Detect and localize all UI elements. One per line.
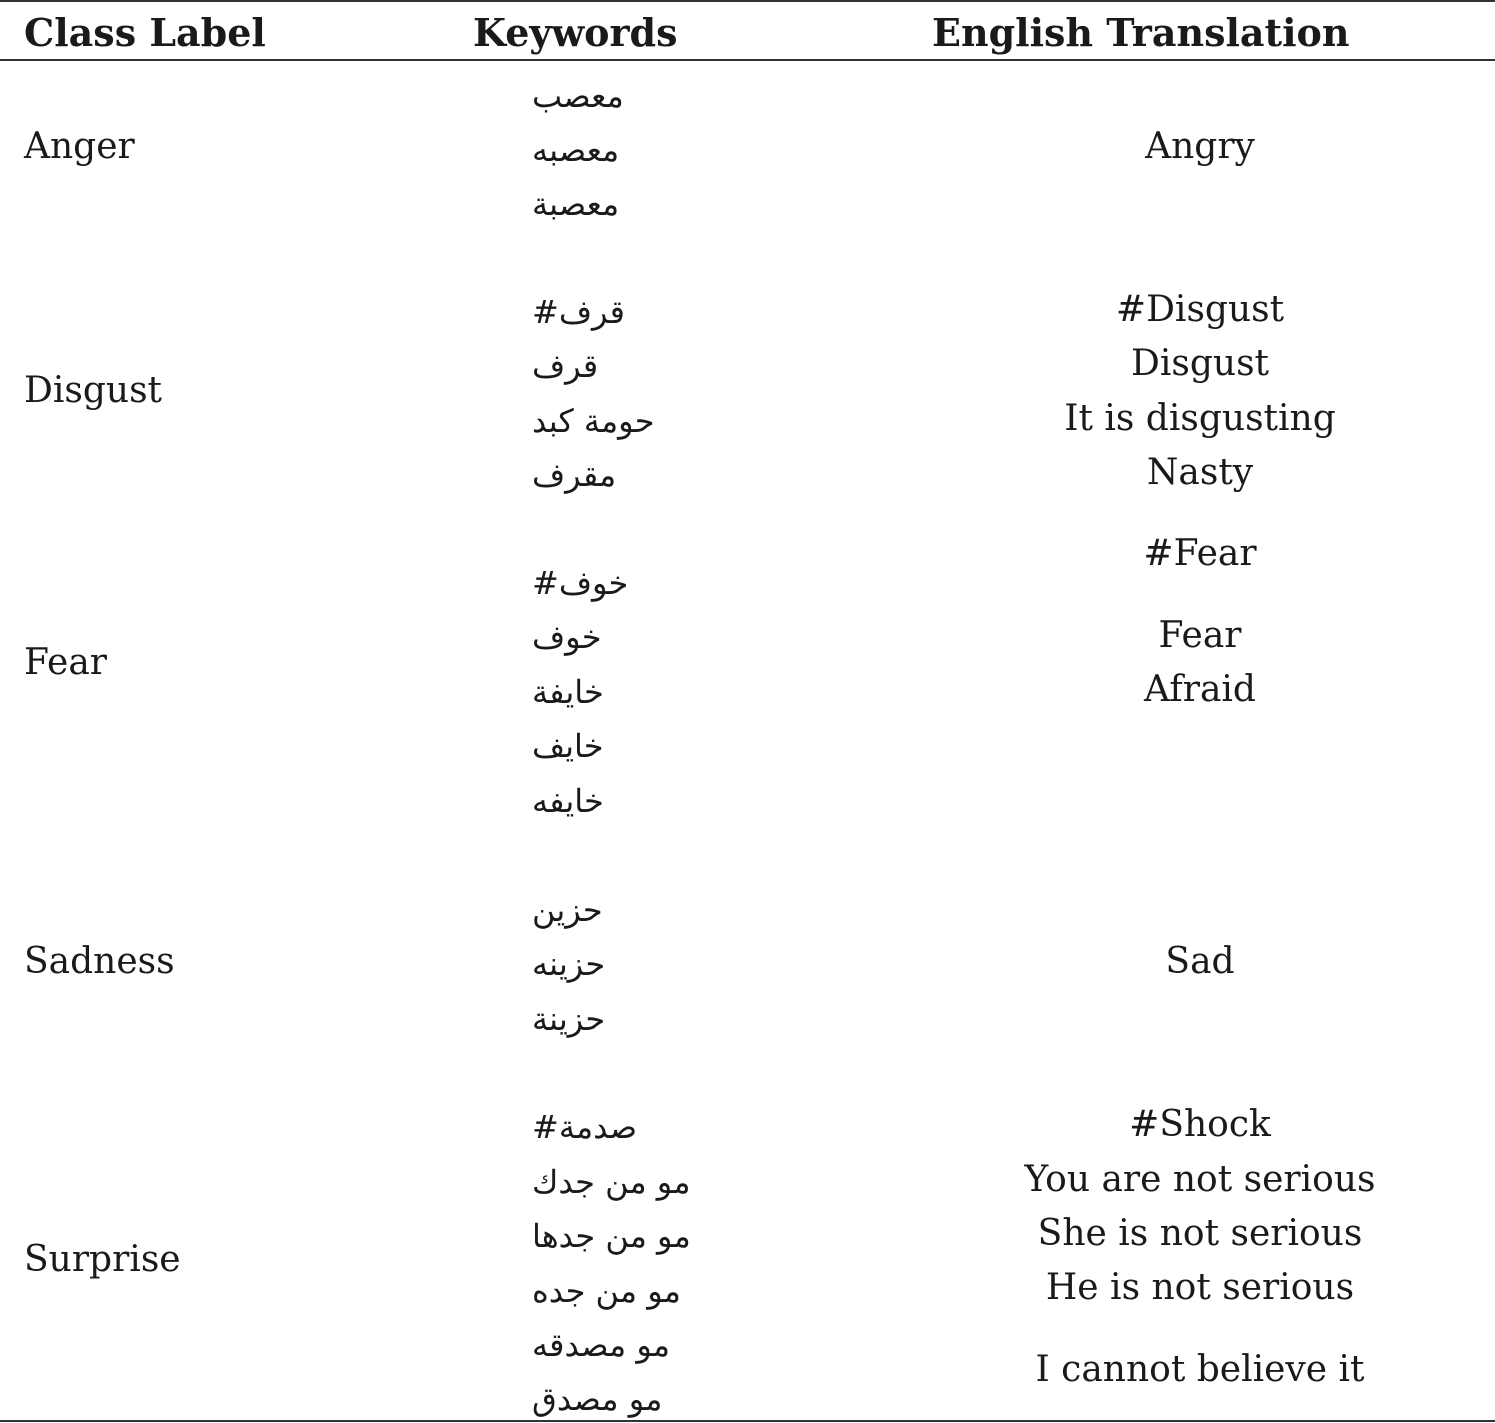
keyword-fear-4: خايف: [532, 727, 604, 765]
translation-disgust-3: It is disgusting: [1064, 398, 1336, 439]
table-top-rule: [0, 0, 1495, 2]
translation-surprise-2: You are not serious: [1024, 1159, 1376, 1200]
class-label-sadness: Sadness: [24, 941, 175, 982]
keyword-fear-5: خايفه: [532, 782, 604, 820]
table-bottom-rule: [0, 1420, 1495, 1422]
keyword-fear-1: #خوف: [532, 564, 629, 602]
keyword-disgust-3: حومة كبد: [532, 402, 655, 440]
translation-surprise-3: She is not serious: [1037, 1213, 1363, 1254]
keyword-surprise-3: مو من جدها: [532, 1217, 691, 1255]
header-class-label: Class Label: [24, 10, 266, 55]
translation-anger-1: Angry: [1145, 126, 1255, 167]
header-keywords: Keywords: [473, 10, 678, 55]
translation-fear-2: Fear: [1158, 615, 1242, 656]
keyword-sadness-2: حزينه: [532, 945, 606, 983]
keyword-disgust-2: قرف: [532, 347, 599, 385]
keyword-surprise-5: مو مصدقه: [532, 1326, 670, 1364]
keyword-anger-3: معصبة: [532, 185, 620, 223]
keyword-fear-3: خايفة: [532, 673, 604, 711]
header-bottom-rule: [0, 59, 1495, 61]
translation-fear-3: Afraid: [1144, 669, 1256, 710]
keyword-surprise-2: مو من جدك: [532, 1163, 691, 1201]
keyword-fear-2: خوف: [532, 618, 602, 656]
translation-surprise-4: He is not serious: [1045, 1267, 1355, 1308]
translation-sadness-1: Sad: [1165, 941, 1235, 982]
header-english-translation: English Translation: [932, 10, 1350, 55]
class-label-fear: Fear: [24, 642, 107, 683]
keyword-anger-1: معصب: [532, 77, 624, 115]
class-label-disgust: Disgust: [24, 370, 163, 411]
translation-disgust-1: #Disgust: [1115, 289, 1285, 330]
keyword-anger-2: معصبه: [532, 131, 620, 169]
class-label-anger: Anger: [24, 126, 135, 167]
translation-disgust-4: Nasty: [1146, 452, 1254, 493]
keyword-sadness-3: حزينة: [532, 1000, 606, 1038]
keyword-disgust-1: #قرف: [532, 293, 625, 331]
keyword-disgust-4: مقرف: [532, 456, 617, 494]
keyword-surprise-1: #صدمة: [532, 1108, 638, 1146]
translation-disgust-2: Disgust: [1130, 343, 1270, 384]
keyword-surprise-6: مو مصدق: [532, 1380, 663, 1418]
translation-surprise-5: I cannot believe it: [1035, 1349, 1365, 1390]
keyword-sadness-1: حزين: [532, 891, 603, 929]
translation-surprise-1: #Shock: [1129, 1104, 1271, 1145]
translation-fear-1: #Fear: [1143, 533, 1257, 574]
keyword-surprise-4: مو من جده: [532, 1272, 681, 1310]
class-label-surprise: Surprise: [24, 1239, 181, 1280]
